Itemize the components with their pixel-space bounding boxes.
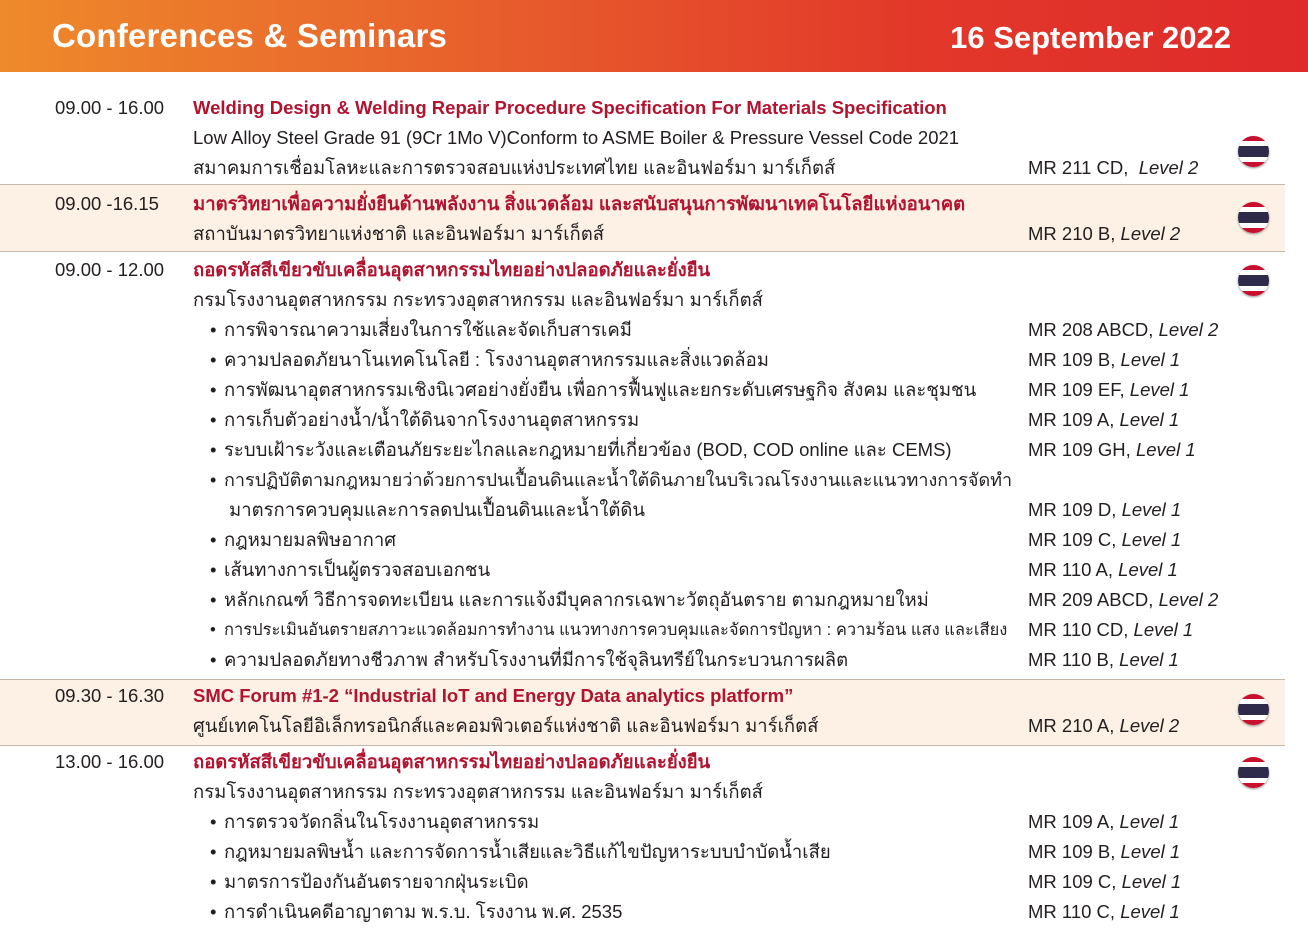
flag-stripe	[1238, 704, 1269, 715]
topic-item: • มาตรการป้องกันอันตรายจากฝุ่นระเบิด	[210, 871, 529, 892]
topic-item: • กฎหมายมลพิษน้ำ และการจัดการน้ำเสียและวิธีแก้ไขปัญหาระบบบำบัดน้ำเสีย	[210, 841, 831, 862]
room-location: MR 208 ABCD, Level 2	[1028, 319, 1219, 340]
session-organizer: สถาบันมาตรวิทยาแห่งชาติ และอินฟอร์มา มาร์เก็ตส์	[193, 223, 605, 244]
room-location: MR 109 C, Level 1	[1028, 529, 1182, 550]
room-location: MR 109 GH, Level 1	[1028, 439, 1196, 460]
flag-stripe	[1238, 291, 1269, 296]
room-location: MR 211 CD, Level 2	[1028, 157, 1199, 178]
thai-flag-icon	[1238, 265, 1269, 296]
divider	[0, 251, 1285, 252]
room-location: MR 110 CD, Level 1	[1028, 619, 1194, 640]
session-subtitle: Low Alloy Steel Grade 91 (9Cr 1Mo V)Conform to ASME Boiler & Pressure Vessel Code 2021	[193, 127, 960, 148]
session-organizer: กรมโรงงานอุตสาหกรรม กระทรวงอุตสาหกรรม และอินฟอร์มา มาร์เก็ตส์	[193, 781, 763, 802]
thai-flag-icon	[1238, 694, 1269, 725]
room-location: MR 110 B, Level 1	[1028, 649, 1179, 670]
flag-stripe	[1238, 228, 1269, 233]
divider	[0, 184, 1285, 185]
topic-item: • การเก็บตัวอย่างน้ำ/น้ำใต้ดินจากโรงงานอุตสาหกรรม	[210, 409, 640, 430]
thai-flag-icon	[1238, 136, 1269, 167]
flag-stripe	[1238, 720, 1269, 725]
room-location: MR 109 B, Level 1	[1028, 349, 1181, 370]
room-location: MR 109 D, Level 1	[1028, 499, 1182, 520]
session-title: มาตรวิทยาเพื่อความยั่งยืนด้านพลังงาน สิ่งแวดล้อม และสนับสนุนการพัฒนาเทคโนโลยีแห่งอนาคต	[193, 193, 966, 214]
flag-stripe	[1238, 146, 1269, 157]
room-location: MR 110 C, Level 1	[1028, 901, 1180, 922]
session-time: 09.00 -16.15	[55, 193, 159, 214]
topic-item: • ความปลอดภัยทางชีวภาพ สำหรับโรงงานที่มีการใช้จุลินทรีย์ในกระบวนการผลิต	[210, 649, 849, 670]
topic-item: • ระบบเฝ้าระวังและเตือนภัยระยะไกลและกฎหมายที่เกี่ยวข้อง (BOD, COD online และ CEMS)	[210, 439, 952, 460]
flag-stripe	[1238, 783, 1269, 788]
room-location: MR 109 B, Level 1	[1028, 841, 1181, 862]
topic-item-continued: มาตรการควบคุมและการลดปนเปื้อนดินและน้ำใต้ดิน	[229, 499, 646, 520]
room-location: MR 210 B, Level 2	[1028, 223, 1181, 244]
page-title: Conferences & Seminars	[52, 17, 448, 54]
topic-item: • การดำเนินคดีอาญาตาม พ.ร.บ. โรงงาน พ.ศ. 2535	[210, 901, 623, 922]
topic-item: • การตรวจวัดกลิ่นในโรงงานอุตสาหกรรม	[210, 811, 540, 832]
thai-flag-icon	[1238, 202, 1269, 233]
room-location: MR 109 EF, Level 1	[1028, 379, 1190, 400]
room-location: MR 210 A, Level 2	[1028, 715, 1180, 736]
flag-stripe	[1238, 212, 1269, 223]
room-location: MR 109 A, Level 1	[1028, 811, 1180, 832]
header-banner	[0, 0, 1308, 72]
event-date: 16 September 2022	[950, 20, 1231, 55]
session-time: 13.00 - 16.00	[55, 751, 165, 772]
topic-item: • การพัฒนาอุตสาหกรรมเชิงนิเวศอย่างยั่งยืน เพื่อการฟื้นฟูและยกระดับเศรษฐกิจ สังคม และชุมชน	[210, 379, 977, 400]
topic-item: • เส้นทางการเป็นผู้ตรวจสอบเอกชน	[210, 559, 491, 580]
room-location: MR 110 A, Level 1	[1028, 559, 1178, 580]
session-organizer: กรมโรงงานอุตสาหกรรม กระทรวงอุตสาหกรรม และอินฟอร์มา มาร์เก็ตส์	[193, 289, 763, 310]
flag-stripe	[1238, 275, 1269, 286]
session-organizer: ศูนย์เทคโนโลยีอิเล็กทรอนิกส์และคอมพิวเตอร์แห่งชาติ และอินฟอร์มา มาร์เก็ตส์	[193, 715, 819, 736]
session-time: 09.30 - 16.30	[55, 685, 165, 706]
flag-stripe	[1238, 767, 1269, 778]
divider	[0, 679, 1285, 680]
divider	[0, 745, 1285, 746]
session-title: ถอดรหัสสีเขียวขับเคลื่อนอุตสาหกรรมไทยอย่างปลอดภัยและยั่งยืน	[193, 751, 711, 772]
room-location: MR 109 C, Level 1	[1028, 871, 1182, 892]
topic-item: • การพิจารณาความเสี่ยงในการใช้และจัดเก็บสารเคมี	[210, 319, 632, 340]
topic-item: • กฎหมายมลพิษอากาศ	[210, 529, 396, 550]
session-organizer: สมาคมการเชื่อมโลหะและการตรวจสอบแห่งประเทศไทย และอินฟอร์มา มาร์เก็ตส์	[193, 157, 836, 178]
session-title: SMC Forum #1-2 “Industrial IoT and Energy Data analytics platform”	[193, 685, 794, 706]
topic-item: • หลักเกณฑ์ วิธีการจดทะเบียน และการแจ้งมีบุคลากรเฉพาะวัตถุอันตราย ตามกฎหมายใหม่	[210, 589, 929, 610]
session-title: Welding Design & Welding Repair Procedure Specification For Materials Specification	[193, 97, 947, 118]
flag-stripe	[1238, 162, 1269, 167]
session-time: 09.00 - 12.00	[55, 259, 165, 280]
room-location: MR 209 ABCD, Level 2	[1028, 589, 1219, 610]
topic-item: • การประเมินอันตรายสภาวะแวดล้อมการทำงาน แนวทางการควบคุมและจัดการปัญหา : ความร้อน แสง และเสียง	[210, 621, 1008, 639]
topic-item: • ความปลอดภัยนาโนเทคโนโลยี : โรงงานอุตสาหกรรมและสิ่งแวดล้อม	[210, 349, 769, 370]
session-title: ถอดรหัสสีเขียวขับเคลื่อนอุตสาหกรรมไทยอย่างปลอดภัยและยั่งยืน	[193, 259, 711, 280]
room-location: MR 109 A, Level 1	[1028, 409, 1180, 430]
topic-item: • การปฏิบัติตามกฎหมายว่าด้วยการปนเปื้อนดินและน้ำใต้ดินภายในบริเวณโรงงานและแนวทางการจัดทำ	[210, 470, 1013, 490]
session-time: 09.00 - 16.00	[55, 97, 165, 118]
thai-flag-icon	[1238, 757, 1269, 788]
